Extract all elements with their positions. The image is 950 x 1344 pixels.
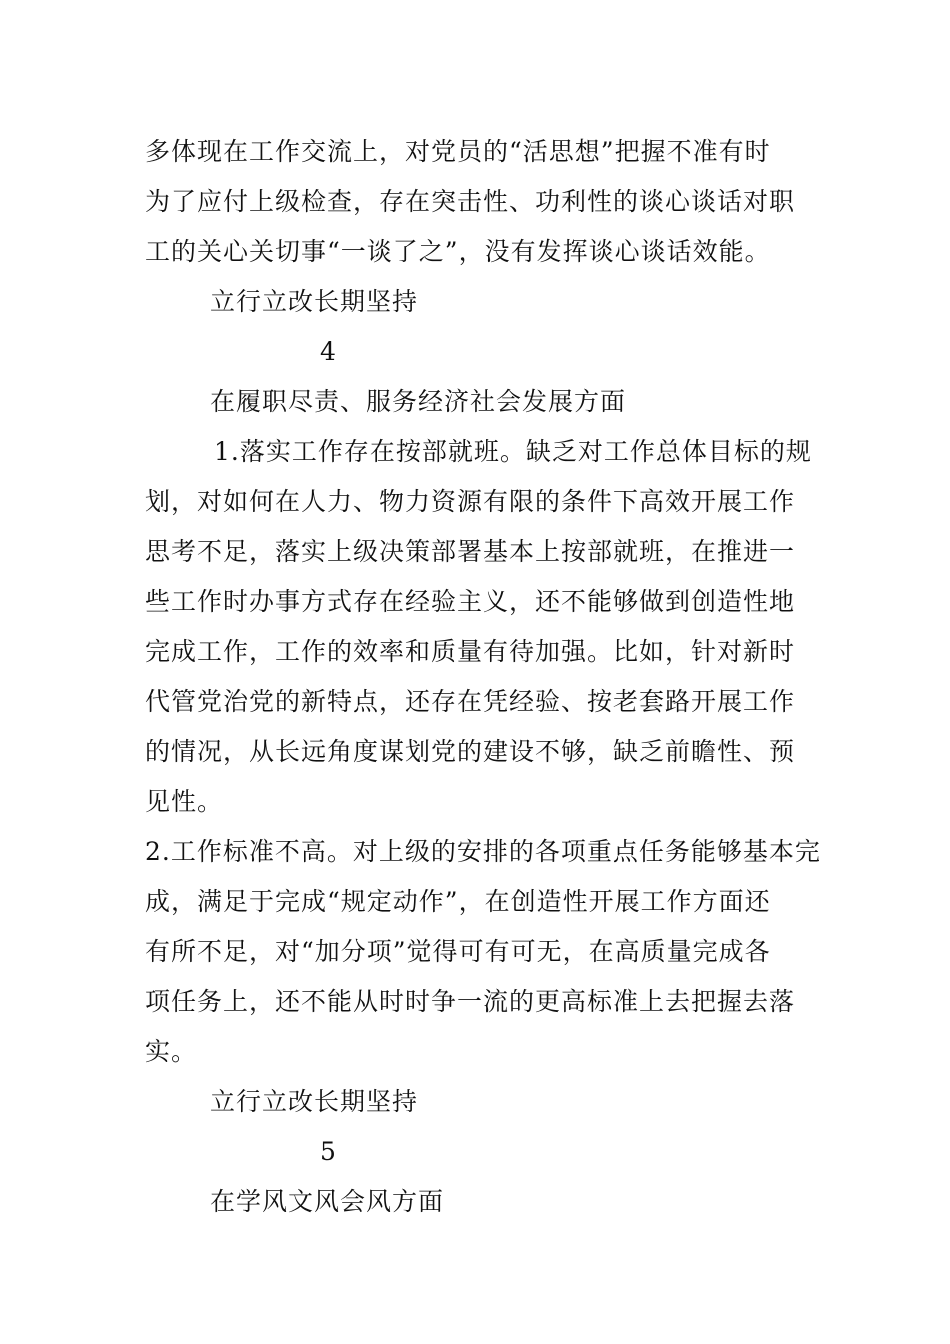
paragraph-line: 1.落实工作存在按部就班。缺乏对工作总体目标的规: [214, 437, 812, 466]
paragraph-line: 见性。: [145, 787, 224, 816]
paragraph-line: 的情况，从长远角度谋划党的建设不够，缺乏前瞻性、预: [145, 737, 796, 766]
paragraph-line: 多体现在工作交流上，对党员的“活思想”把握不准有时: [145, 137, 771, 166]
paragraph-line: 2.工作标准不高。对上级的安排的各项重点任务能够基本完: [145, 837, 821, 866]
paragraph-line: 完成工作，工作的效率和质量有待加强。比如，针对新时: [145, 637, 796, 666]
paragraph-line: 实。: [145, 1037, 198, 1066]
paragraph-line: 为了应付上级检查，存在突击性、功利性的谈心谈话对职: [145, 187, 796, 216]
section-number: 4: [320, 337, 337, 366]
section-number: 5: [320, 1137, 337, 1166]
paragraph-line: 工的关心关切事“一谈了之”，没有发挥谈心谈话效能。: [145, 237, 771, 266]
section-note: 立行立改长期坚持: [210, 1087, 419, 1116]
paragraph-line: 划，对如何在人力、物力资源有限的条件下高效开展工作: [145, 487, 796, 516]
paragraph-line: 成，满足于完成“规定动作”，在创造性开展工作方面还: [145, 887, 771, 916]
paragraph-line: 些工作时办事方式存在经验主义，还不能够做到创造性地: [145, 587, 796, 616]
section-note: 立行立改长期坚持: [210, 287, 419, 316]
paragraph-line: 项任务上，还不能从时时争一流的更高标准上去把握去落: [145, 987, 796, 1016]
paragraph-line: 思考不足，落实上级决策部署基本上按部就班，在推进一: [145, 537, 796, 566]
section-heading: 在学风文风会风方面: [210, 1187, 445, 1216]
paragraph-line: 代管党治党的新特点，还存在凭经验、按老套路开展工作: [145, 687, 796, 716]
section-heading: 在履职尽责、服务经济社会发展方面: [210, 387, 627, 416]
paragraph-line: 有所不足，对“加分项”觉得可有可无，在高质量完成各: [145, 937, 771, 966]
